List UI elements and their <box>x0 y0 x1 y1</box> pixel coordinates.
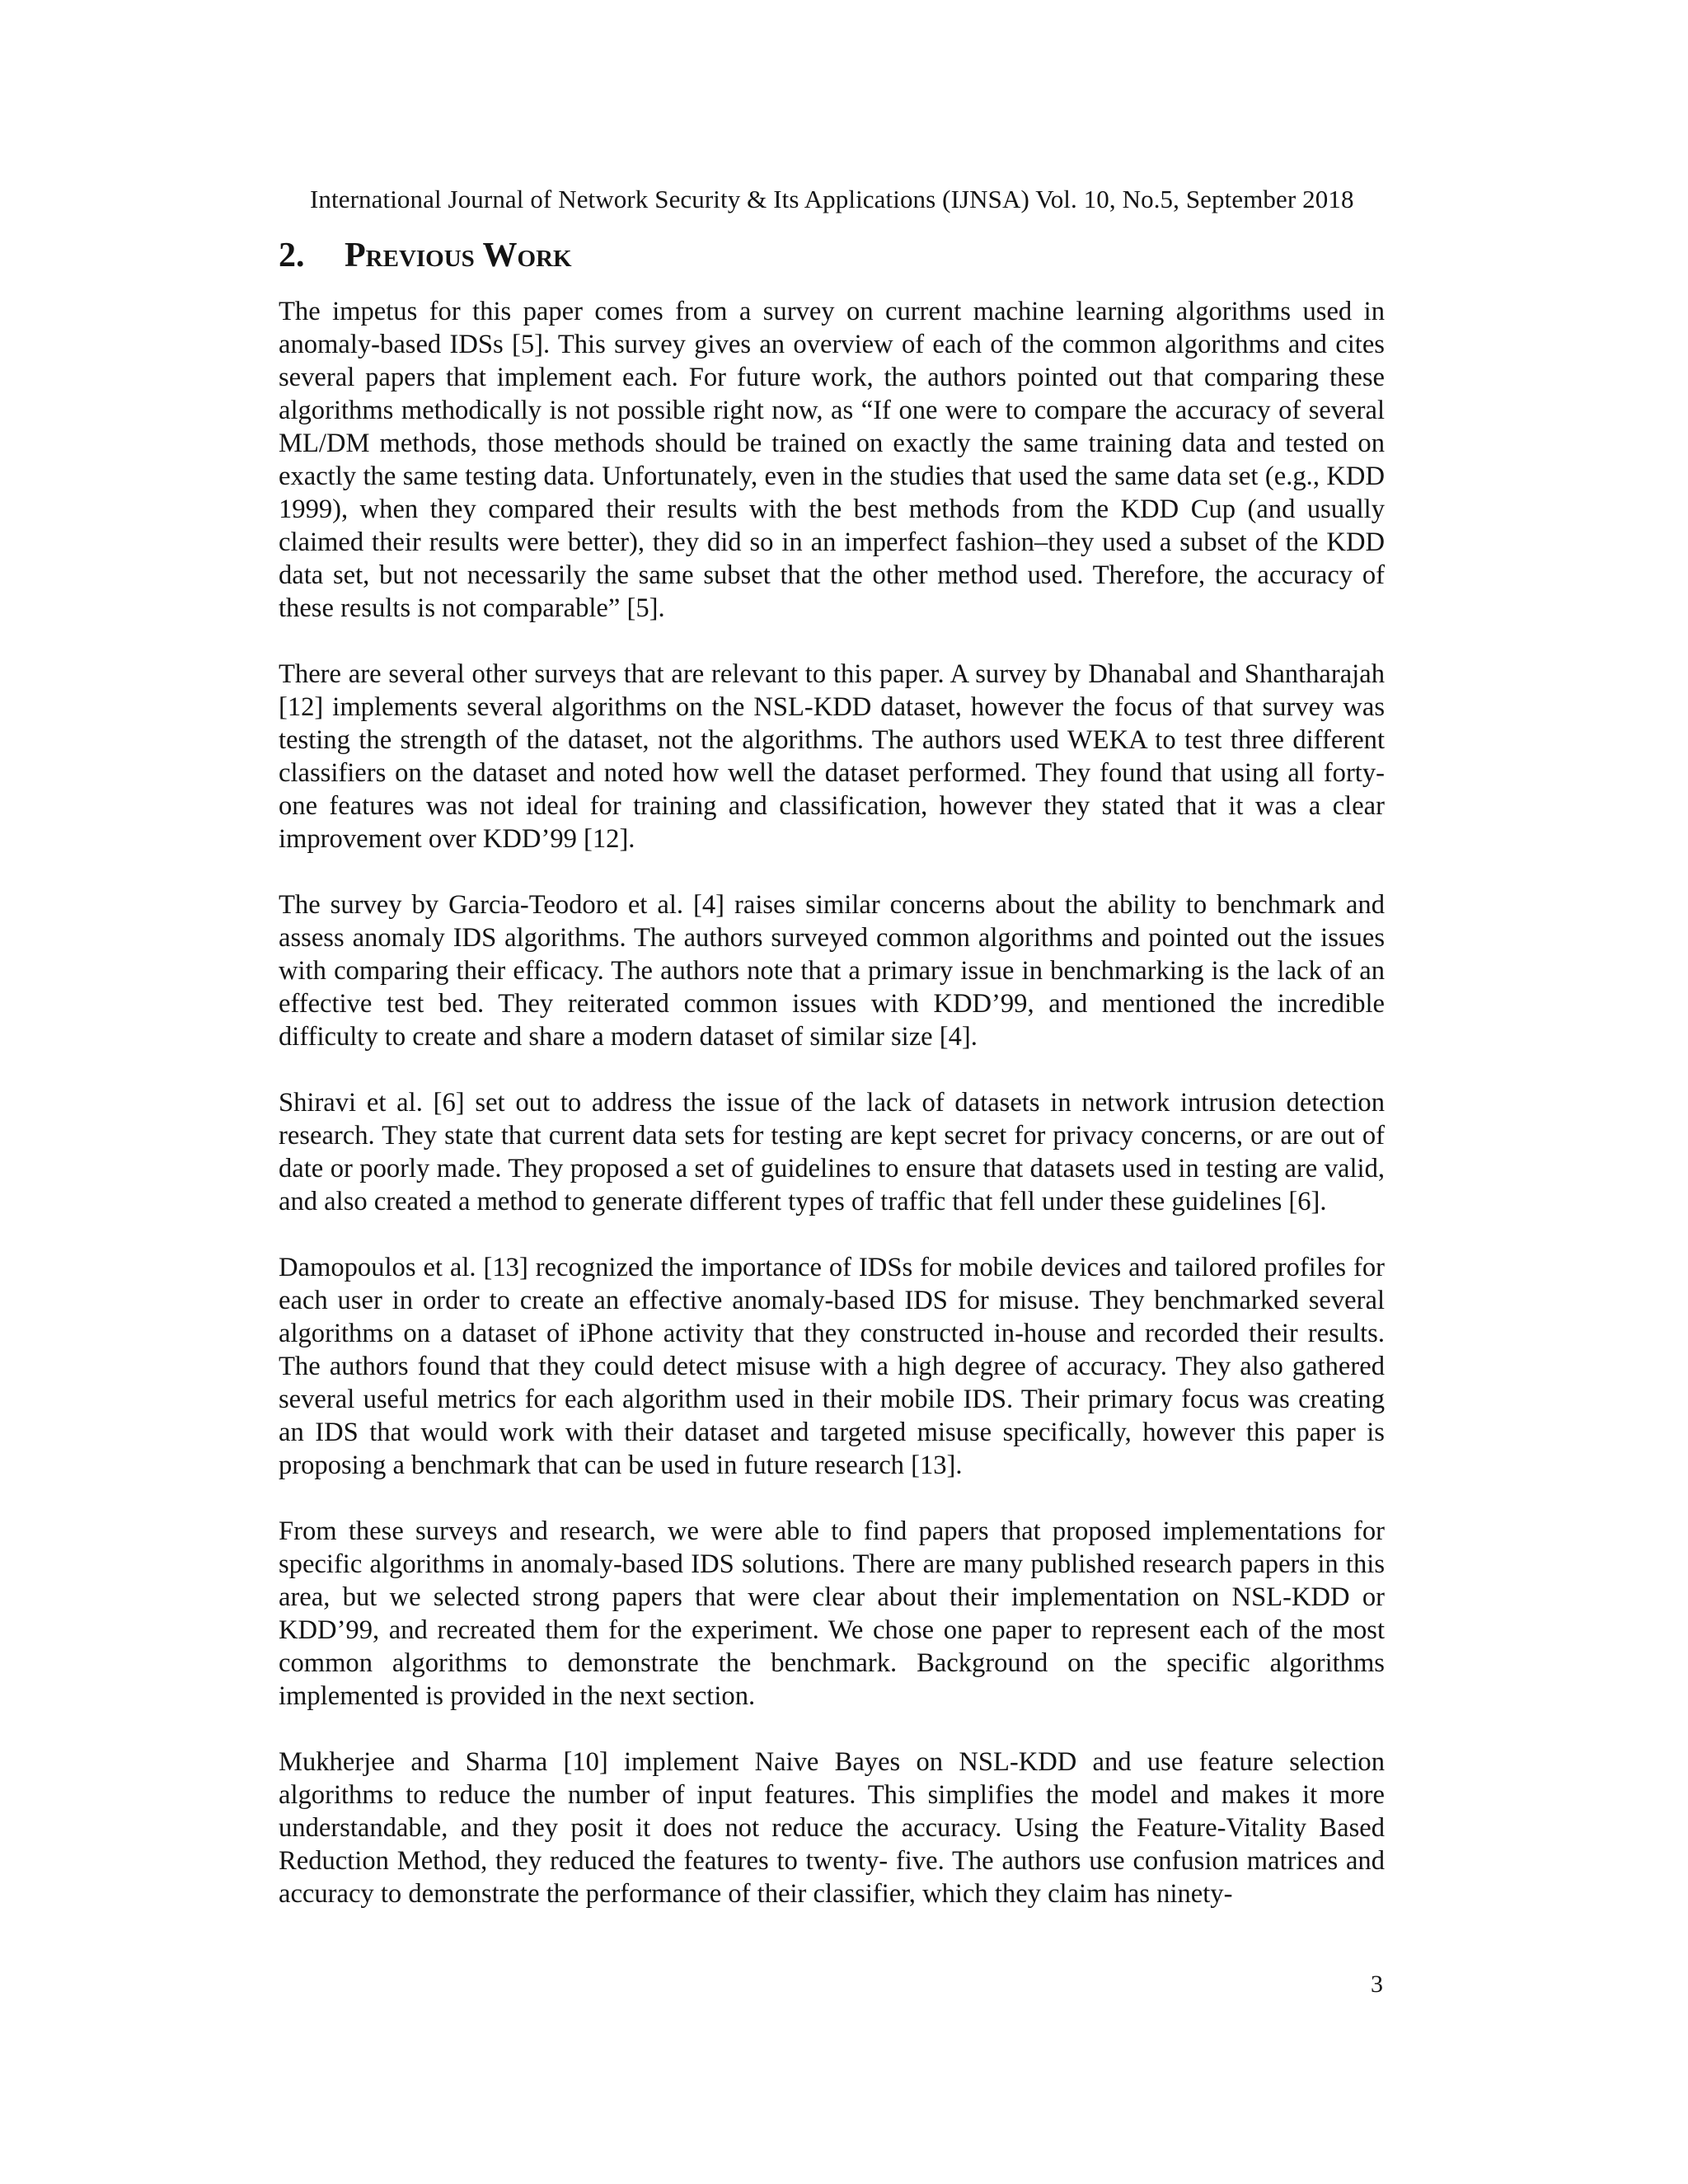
paragraph: Shiravi et al. [6] set out to address the issue of the lack of datasets in network intrusion detection research. They state that current data sets for testing are kept secret for privacy concerns, or are out of date or poorly made. They proposed a set of guidelines to ensure that datasets used in testing are valid, and also created a method to generate different types of traffic that fell under these guidelines [6]. <box>279 1088 1385 1216</box>
paragraph: The survey by Garcia-Teodoro et al. [4] raises similar concerns about the ability to benchmark and assess anomaly IDS algorithms. The authors surveyed common algorithms and pointed out the issues with comparing their efficacy. The authors note that a primary issue in benchmarking is the lack of an effective test bed. They reiterated common issues with KDD’99, and mentioned the incredible difficulty to create and share a modern dataset of similar size [4]. <box>279 890 1385 1052</box>
body-text <box>279 295 1385 1943</box>
section-title: Previous Work <box>345 237 572 274</box>
section-heading <box>279 232 572 279</box>
page-number: 3 <box>1371 1971 1383 1998</box>
paragraph: Damopoulos et al. [13] recognized the importance of IDSs for mobile devices and tailored profiles for each user in order to create an effective anomaly-based IDS for misuse. They benchmarked several algorithms on a dataset of iPhone activity that they constructed in-house and recorded their results. The authors found that they could detect misuse with a high degree of accuracy. They also gathered several useful metrics for each algorithm used in their mobile IDS. Their primary focus was creating an IDS that would work with their dataset and targeted misuse specifically, however this paper is proposing a benchmark that can be used in future research [13]. <box>279 1253 1385 1480</box>
paragraph: There are several other surveys that are relevant to this paper. A survey by Dhanabal and Shantharajah [12] implements several algorithms on the NSL-KDD dataset, however the focus of that survey was testing the strength of the dataset, not the algorithms. The authors used WEKA to test three different classifiers on the dataset and noted how well the dataset performed. They found that using all forty-one features was not ideal for training and classification, however they stated that it was a clear improvement over KDD’99 [12]. <box>279 659 1385 854</box>
paragraph: From these surveys and research, we were able to find papers that proposed implementations for specific algorithms in anomaly-based IDS solutions. There are many published research papers in this area, but we selected strong papers that were clear about their implementation on NSL-KDD or KDD’99, and recreated them for the experiment. We chose one paper to represent each of the most common algorithms to demonstrate the benchmark. Background on the specific algorithms implemented is provided in the next section. <box>279 1516 1385 1711</box>
paragraph: Mukherjee and Sharma [10] implement Naive Bayes on NSL-KDD and use feature selection algorithms to reduce the number of input features. This simplifies the model and makes it more understandable, and they posit it does not reduce the accuracy. Using the Feature-Vitality Based Reduction Method, they reduced the features to twenty- five. The authors use confusion matrices and accuracy to demonstrate the performance of their classifier, which they claim has ninety- <box>279 1747 1385 1909</box>
paragraph: The impetus for this paper comes from a survey on current machine learning algorithms used in anomaly-based IDSs [5]. This survey gives an overview of each of the common algorithms and cites several papers that implement each. For future work, the authors pointed out that comparing these algorithms methodically is not possible right now, as “If one were to compare the accuracy of several ML/DM methods, those methods should be trained on exactly the same training data and tested on exactly the same testing data. Unfortunately, even in the studies that used the same data set (e.g., KDD 1999), when they compared their results with the best methods from the KDD Cup (and usually claimed their results were better), they did so in an imperfect fashion–they used a subset of the KDD data set, but not necessarily the same subset that the other method used. Therefore, the accuracy of these results is not comparable” [5]. <box>279 297 1385 623</box>
running-header: International Journal of Network Security & Its Applications (IJNSA) Vol. 10, No.5, September 2018 <box>310 185 1354 213</box>
section-number: 2. <box>279 237 305 274</box>
